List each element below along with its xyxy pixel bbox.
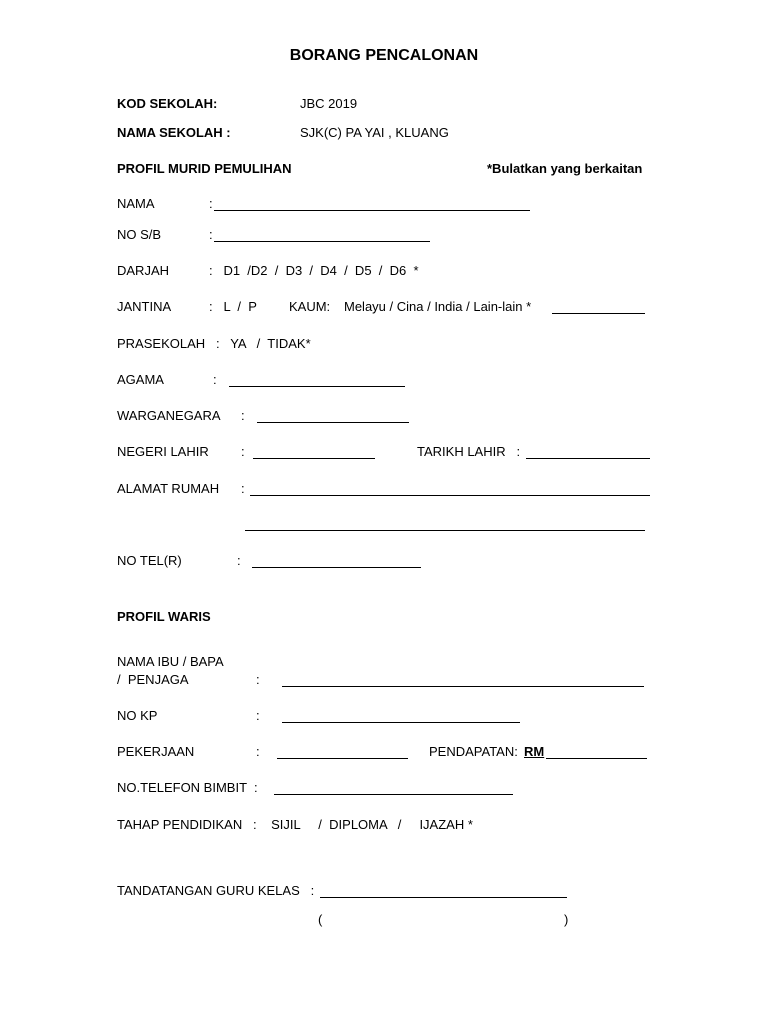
- pendapatan-field[interactable]: [546, 758, 647, 759]
- jantina-label: JANTINA: [117, 299, 172, 314]
- alamat-rumah-label: ALAMAT RUMAH: [117, 481, 220, 496]
- warganegara-field[interactable]: [257, 422, 409, 423]
- pekerjaan-colon: :: [256, 744, 260, 759]
- telefon-bimbit-field[interactable]: [274, 794, 513, 795]
- agama-colon: :: [213, 372, 217, 387]
- kaum-other-field[interactable]: [552, 313, 645, 314]
- telefon-bimbit-label: NO.TELEFON BIMBIT :: [117, 780, 258, 795]
- nama-ibu-bapa-field[interactable]: [282, 686, 644, 687]
- agama-field[interactable]: [229, 386, 405, 387]
- profil-murid-heading: PROFIL MURID PEMULIHAN: [117, 161, 292, 176]
- rm-label: RM: [524, 744, 545, 759]
- tandatangan-field[interactable]: [320, 897, 567, 898]
- alamat-rumah-field-1[interactable]: [250, 495, 650, 496]
- nama-sekolah-label: NAMA SEKOLAH :: [117, 125, 231, 140]
- kaum-label: KAUM:: [289, 299, 331, 314]
- no-kp-field[interactable]: [282, 722, 520, 723]
- no-sb-colon: :: [209, 227, 213, 242]
- nama-guru-open-paren: (: [318, 912, 323, 927]
- tahap-pendidikan-row[interactable]: TAHAP PENDIDIKAN : SIJIL / DIPLOMA / IJAZAH *: [117, 817, 473, 832]
- profil-waris-heading: PROFIL WARIS: [117, 609, 211, 624]
- nama-ibu-bapa-colon: :: [256, 672, 260, 687]
- bulatkan-note: *Bulatkan yang berkaitan: [487, 161, 643, 176]
- jantina-options[interactable]: : L / P: [209, 299, 257, 314]
- kaum-options[interactable]: Melayu / Cina / India / Lain-lain *: [344, 299, 532, 314]
- tandatangan-label: TANDATANGAN GURU KELAS :: [117, 883, 315, 898]
- kod-sekolah-value: JBC 2019: [300, 96, 358, 111]
- no-sb-field[interactable]: [214, 241, 430, 242]
- prasekolah-row[interactable]: PRASEKOLAH : YA / TIDAK*: [117, 336, 311, 351]
- nama-label: NAMA: [117, 196, 155, 211]
- alamat-rumah-colon: :: [241, 481, 245, 496]
- no-kp-colon: :: [256, 708, 260, 723]
- alamat-rumah-field-2[interactable]: [245, 530, 645, 531]
- no-tel-field[interactable]: [252, 567, 421, 568]
- nama-sekolah-value: SJK(C) PA YAI , KLUANG: [300, 125, 449, 140]
- negeri-lahir-field[interactable]: [253, 458, 375, 459]
- warganegara-colon: :: [241, 408, 245, 423]
- nama-ibu-bapa-label: NAMA IBU / BAPA: [117, 654, 224, 669]
- pekerjaan-label: PEKERJAAN: [117, 744, 195, 759]
- negeri-lahir-colon: :: [241, 444, 245, 459]
- tarikh-lahir-label: TARIKH LAHIR :: [417, 444, 521, 459]
- negeri-lahir-label: NEGERI LAHIR: [117, 444, 209, 459]
- pekerjaan-field[interactable]: [277, 758, 408, 759]
- no-tel-label: NO TEL(R): [117, 553, 182, 568]
- no-kp-label: NO KP: [117, 708, 158, 723]
- kod-sekolah-label: KOD SEKOLAH:: [117, 96, 218, 111]
- agama-label: AGAMA: [117, 372, 164, 387]
- no-tel-colon: :: [237, 553, 241, 568]
- darjah-options[interactable]: : D1 /D2 / D3 / D4 / D5 / D6 *: [209, 263, 419, 278]
- nama-colon: :: [209, 196, 213, 211]
- penjaga-label: / PENJAGA: [117, 672, 189, 687]
- darjah-label: DARJAH: [117, 263, 170, 278]
- nama-guru-close-paren: ): [564, 912, 569, 927]
- no-sb-label: NO S/B: [117, 227, 162, 242]
- warganegara-label: WARGANEGARA: [117, 408, 221, 423]
- pendapatan-label: PENDAPATAN:: [429, 744, 518, 759]
- nama-field[interactable]: [214, 210, 530, 211]
- form-title: BORANG PENCALONAN: [289, 47, 479, 64]
- tarikh-lahir-field[interactable]: [526, 458, 650, 459]
